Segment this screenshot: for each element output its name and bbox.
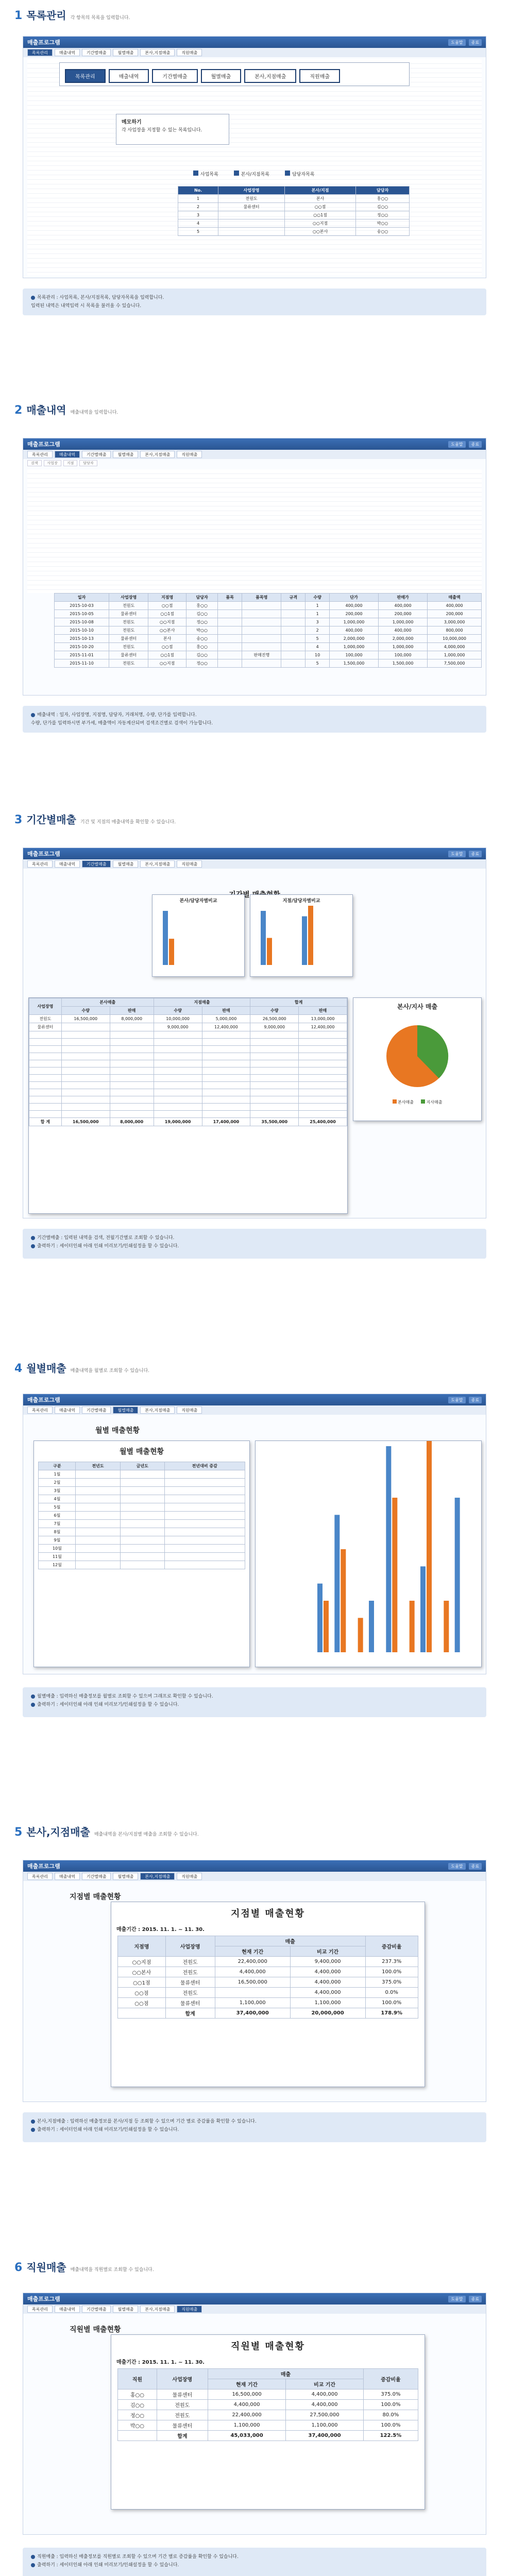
menu-monthly[interactable]: 월별매출 [113,49,138,56]
staff-table: 직원 사업장명 매출 증감비율 현재 기간 비교 기간 홍○○ 물류센터 16,500,000 4,400,000 375.0% 김○○ 전원도 4,400,000 4,400,000 100.0% 정○○ 전원도 22,400,000 27,500,000 80.0% 박○○ 물류센터 1,100,000 1,100,000 100.0% 합계 45,033,000 37,400,000 122.5% [117,2368,418,2441]
section-3-title: 3 기간별매출 기간 및 지점의 매출내역을 확인할 수 있습니다. [14,814,176,826]
chart-bar [163,911,168,965]
table-row: ○○1점 물류센터 16,500,000 4,400,000 375.0% [118,1977,418,1988]
chart-branch: 지점/담당자별비교 [250,894,353,977]
app-titlebar: 매출프로그램 도움말 종료 [23,37,486,48]
table-row: 합 계 16,500,000 8,000,000 19,000,000 17,400,000 35,500,000 25,400,000 [29,1118,347,1126]
table-row: 2015-10-13 물류센터 본사 송○○ 5 2,000,000 2,000,000 10,000,000 [55,635,482,643]
chart-bar [261,911,266,965]
chart-bar [369,1601,374,1652]
table-row: 2015-10-10 전원도 ○○본사 박○○ 2 400,000 400,000 800,000 [55,626,482,635]
help-button[interactable]: 도움말 [448,39,465,46]
table-row: 전원도 16,500,000 8,000,000 10,000,000 5,000,000 26,500,000 13,000,000 [29,1015,347,1023]
monthly-chart [256,1441,481,1663]
screen-monthly: 매출프로그램 도움말 종료 목록관리 매출내역 기간별매출 월별매출 본사,지점매출 직원매출 월별 매출현황 월별 매출현황 구분 전년도 금년도 전년대비 증감 1월 2월 3월 4월 5월 6월 7월 8월 9월 10월 11월 12월 [23,1394,486,1674]
screen-period: 매출프로그램 도움말 종료 목록관리 매출내역 기간별매출 월별매출 본사,지점매출 직원매출 본사/담당자별비교 지점/담당자별비교 본사/지사 매출 본사매출 지사매출 사업장명 본사매출 지점매출 합계 수량 판매 수량 판매 수량 판매 전원도 16,500,000 8,000,000 10,000,000 5,000,000 26,500,000 13,000,000 물류센터 9,000,000 12,400,000 9,000,000 12,400,000 합 계 16,500,000 8,000,000 19,000,000 17,400,000 35,500,000 25,400,000 [23,848,486,1218]
screen-sales: 매출프로그램 도움말 종료 목록관리 매출내역 기간별매출 월별매출 본사,지점매출 직원매출 검색 사업장 지점 담당자 일자 사업장명 지점명 담당자 품목 품목명 규격 수량 단가 판매가 매출액 2015-10-03 전원도 ○○점 홍○○ 1 400,000 400,000 400,000 2015-10-05 물류센터 ○○1점 김○○ 1 200,000 200,000 200,000 2015-10-08 전원도 ○○지점 정○○ 3 1,000,000 1,000,000 3,000,000 2015-10-10 전원도 ○○본사 박○○ 2 400,000 400,000 800,000 2015-10-13 물류센터 본사 송○○ 5 2,000,000 2,000,000 10,000,000 2015-10-20 전원도 ○○점 홍○○ 4 1,000,000 1,000,000 4,000,000 2015-11-01 물류센터 ○○1점 김○○ 판매진행 10 100,000 100,000 1,000,000 2015-11-10 전원도 ○○지점 정○○ 5 1,500,000 1,500,000 7,500,000 [23,438,486,696]
table-row: 6월 [39,1512,245,1520]
table-row: ○○지점 전원도 22,400,000 9,400,000 237.3% [118,1957,418,1967]
chart-bar [392,1498,397,1652]
table-row: 12월 [39,1561,245,1569]
chart-bar [410,1601,415,1652]
table-row: 박○○ 물류센터 1,100,000 1,100,000 100.0% [118,2420,418,2431]
chart-bar [455,1498,460,1652]
list-table: No. 사업장명 본사/지점 담당자 1 전원도 본사 홍○○ 2 물류센터 ○○점 김○○ 3 ○○1점 정○○ 4 ○○지점 박○○ 5 ○○본사 송○○ [178,186,410,236]
table-row: 물류센터 9,000,000 12,400,000 9,000,000 12,400,000 [29,1023,347,1031]
chart-bar [341,1549,346,1652]
table-row: 5 ○○본사 송○○ [178,228,410,236]
branch-table: 지점명 사업장명 매출 증감비율 현재 기간 비교 기간 ○○지점 전원도 22,400,000 9,400,000 237.3% ○○본사 전원도 4,400,000 4,400,000 100.0% ○○1점 물류센터 16,500,000 4,400,000 375.0% ○○점 전원도 4,400,000 0.0% ○○점 물류센터 1,100,000 1,100,000 100.0% 합계 37,400,000 20,000,000 178.9% [117,1936,418,2019]
chart-bar [444,1601,449,1652]
note-5: 본사,지점매출 : 입력하신 매출정보를 본사/지점 등 조회할 수 있으며 기간 별로 증감률을 확인할 수 있습니다. 출력하기 : 세이터인쇄 아래 인쇄 미리보기/인쇄설정을 할 수 있습니다. [23,2112,486,2142]
table-row: 홍○○ 물류센터 16,500,000 4,400,000 375.0% [118,2389,418,2400]
note-4: 월별매출 : 입력하신 매출정보를 월별로 조회할 수 있으며 그래프로 확인할 수 있습니다. 출력하기 : 세이터인쇄 아래 인쇄 미리보기/인쇄설정을 할 수 있습니다. [23,1687,486,1717]
section-4-title: 4 월별매출 매출내역을 월별로 조회할 수 있습니다. [14,1362,150,1375]
chart-branch-svg [250,906,352,973]
close-button[interactable]: 종료 [469,39,482,46]
section-6-title: 6 직원매출 매출내역을 직원별로 조회할 수 있습니다. [14,2261,154,2274]
pie-card: 본사/지사 매출 본사매출 지사매출 [353,997,482,1121]
menu-sales[interactable]: 매출내역 [55,49,80,56]
table-row: 4 ○○지점 박○○ [178,219,410,228]
chart-bar [427,1441,432,1652]
table-row: 3 ○○1점 정○○ [178,211,410,219]
table-row: 4월 [39,1495,245,1503]
table-row: 11월 [39,1553,245,1561]
menu-branch[interactable]: 본사,지점매출 [140,49,175,56]
chart-bar [334,1515,340,1652]
chart-hq: 본사/담당자별비교 [152,894,245,977]
screen-staff: 매출프로그램 도움말 종료 목록관리 매출내역 기간별매출 월별매출 본사,지점매출 직원매출 직원별 매출현황 직원별 매출현황 매출기간 : 2015. 11. 1. ~ 11. 30. 직원 사업장명 매출 증감비율 현재 기간 비교 기간 홍○○ 물류센터 16,500,000 4,400,000 375.0% 김○○ 전원도 4,400,000 4,400,000 100.0% 정○○ 전원도 22,400,000 27,500,000 80.0% 박○○ 물류센터 1,100,000 1,100,000 100.0% 합계 45,033,000 37,400,000 122.5% [23,2293,486,2535]
chart-bar [302,917,307,965]
memo-box: 메모하기 각 사업장을 지정할 수 있는 목록입니다. [116,114,229,145]
table-row: 2015-11-01 물류센터 ○○1점 김○○ 판매진행 10 100,000 100,000 1,000,000 [55,651,482,659]
legend: 사업목록 본사/지점목록 담당자목록 [193,171,314,177]
pie-svg [353,1015,481,1097]
chart-bar [358,1618,363,1652]
table-row: 2 물류센터 ○○점 김○○ [178,203,410,211]
staff-card: 직원별 매출현황 매출기간 : 2015. 11. 1. ~ 11. 30. 직원 사업장명 매출 증감비율 현재 기간 비교 기간 홍○○ 물류센터 16,500,000 4,400,000 375.0% 김○○ 전원도 4,400,000 4,400,000 100.0% 정○○ 전원도 22,400,000 27,500,000 80.0% 박○○ 물류센터 1,100,000 1,100,000 100.0% 합계 45,033,000 37,400,000 122.5% [111,2334,425,2510]
table-row: 9월 [39,1536,245,1545]
table-row: ○○점 물류센터 1,100,000 1,100,000 100.0% [118,1998,418,2008]
table-row: 10월 [39,1545,245,1553]
table-row: 2015-10-03 전원도 ○○점 홍○○ 1 400,000 400,000 400,000 [55,602,482,610]
zoom-tab-list[interactable]: 목록관리 [65,69,106,83]
sales-table: 일자 사업장명 지점명 담당자 품목 품목명 규격 수량 단가 판매가 매출액 2015-10-03 전원도 ○○점 홍○○ 1 400,000 400,000 400,000 2015-10-05 물류센터 ○○1점 김○○ 1 200,000 200,000 200,000 2015-10-08 전원도 ○○지점 정○○ 3 1,000,000 1,000,000 3,000,000 2015-10-10 전원도 ○○본사 박○○ 2 400,000 400,000 800,000 2015-10-13 물류센터 본사 송○○ 5 2,000,000 2,000,000 10,000,000 2015-10-20 전원도 ○○점 홍○○ 4 1,000,000 1,000,000 4,000,000 2015-11-01 물류센터 ○○1점 김○○ 판매진행 10 100,000 100,000 1,000,000 2015-11-10 전원도 ○○지점 정○○ 5 1,500,000 1,500,000 7,500,000 [54,593,482,668]
table-row: 2015-10-20 전원도 ○○점 홍○○ 4 1,000,000 1,000,000 4,000,000 [55,643,482,651]
table-row: 1월 [39,1470,245,1479]
table-row: 5월 [39,1503,245,1512]
chart-bar [169,939,174,965]
chart-bar [420,1566,426,1652]
chart-bar [386,1446,391,1652]
table-row: 합계 45,033,000 37,400,000 122.5% [118,2431,418,2441]
table-row: 2015-10-05 물류센터 ○○1점 김○○ 1 200,000 200,000 200,000 [55,610,482,618]
zoom-tab-monthly[interactable]: 월별매출 [201,69,242,83]
section-1-title: 1 목록관리 각 항목의 목록을 입력합니다. [14,9,130,22]
zoom-tab-staff[interactable]: 직원매출 [299,69,340,83]
section-2-title: 2 매출내역 매출내역을 입력합니다. [14,404,118,417]
table-row: ○○점 전원도 4,400,000 0.0% [118,1988,418,1998]
period-table: 사업장명 본사매출 지점매출 합계 수량 판매 수량 판매 수량 판매 전원도 16,500,000 8,000,000 10,000,000 5,000,000 26,500,000 13,000,000 물류센터 9,000,000 12,400,000 9,000,000 12,400,000 합 계 16,500,000 8,000,000 19,000,000 17,400,000 35,500,000 25,400,000 [29,998,347,1126]
table-row: 합계 37,400,000 20,000,000 178.9% [118,2008,418,2019]
table-row: ○○본사 전원도 4,400,000 4,400,000 100.0% [118,1967,418,1977]
table-row: 정○○ 전원도 22,400,000 27,500,000 80.0% [118,2410,418,2420]
table-row: 2015-11-10 전원도 ○○지점 정○○ 5 1,500,000 1,500,000 7,500,000 [55,659,482,668]
table-row: 2월 [39,1479,245,1487]
section-5-title: 5 본사,지점매출 매출내역을 본사/지점별 매출을 조회할 수 있습니다. [14,1826,199,1839]
menu-list[interactable]: 목록관리 [27,49,53,56]
monthly-chart-card [255,1440,482,1667]
chart-hq-svg [152,906,244,973]
table-row: 7월 [39,1520,245,1528]
menu-period[interactable]: 기간별매출 [82,49,111,56]
note-2: 매출내역 : 일자, 사업장명, 지점명, 담당자, 거래처명, 수량, 단가를 입력합니다. 수량, 단가를 입력하시면 부가세, 매출액이 자동계산되며 검색조건별로 검색이 가능합니다. [23,706,486,733]
table-row: 2015-10-08 전원도 ○○지점 정○○ 3 1,000,000 1,000,000 3,000,000 [55,618,482,626]
monthly-table: 구분 전년도 금년도 전년대비 증감 1월 2월 3월 4월 5월 6월 7월 8월 9월 10월 11월 12월 [38,1462,245,1569]
zoom-tab-period[interactable]: 기간별매출 [152,69,197,83]
chart-bar [317,1584,323,1652]
screen-list [23,36,486,278]
table-row: 8월 [39,1528,245,1536]
chart-bar [308,906,313,965]
menu-zoom [59,62,410,86]
menu-bar [23,48,486,57]
table-row: 3월 [39,1487,245,1495]
monthly-table-card: 월별 매출현황 구분 전년도 금년도 전년대비 증감 1월 2월 3월 4월 5월 6월 7월 8월 9월 10월 11월 12월 [33,1440,250,1667]
zoom-tab-branch[interactable]: 본사,지점매출 [244,69,296,83]
note-1: 목록관리 : 사업목록, 본사/지점목록, 담당자목록을 입력합니다. 입력된 내역은 내역입력 시 목록을 불러올 수 있습니다. [23,289,486,315]
note-3: 기간별매출 : 입력된 내역을 검색, 전월기간별로 조회할 수 있습니다. 출력하기 : 세이터인쇄 아래 인쇄 미리보기/인쇄설정을 할 수 있습니다. [23,1229,486,1259]
menu-staff[interactable]: 직원매출 [177,49,202,56]
chart-bar [267,938,272,965]
note-6: 직원매출 : 입력하신 매출정보를 직원별로 조회할 수 있으며 기간 별로 증감률을 확인할 수 있습니다. 출력하기 : 세이터인쇄 아래 인쇄 미리보기/인쇄설정을 할 수 있습니다. [23,2548,486,2576]
branch-card: 지점별 매출현황 매출기간 : 2015. 11. 1. ~ 11. 30. 지점명 사업장명 매출 증감비율 현재 기간 비교 기간 ○○지점 전원도 22,400,000 9,400,000 237.3% ○○본사 전원도 4,400,000 4,400,000 100.0% ○○1점 물류센터 16,500,000 4,400,000 375.0% ○○점 전원도 4,400,000 0.0% ○○점 물류센터 1,100,000 1,100,000 100.0% 합계 37,400,000 20,000,000 178.9% [111,1902,425,2087]
table-row: 1 전원도 본사 홍○○ [178,195,410,203]
screen-branch: 매출프로그램 도움말 종료 목록관리 매출내역 기간별매출 월별매출 본사,지점매출 직원매출 지점별 매출현황 지점별 매출현황 매출기간 : 2015. 11. 1. ~ 11. 30. 지점명 사업장명 매출 증감비율 현재 기간 비교 기간 ○○지점 전원도 22,400,000 9,400,000 237.3% ○○본사 전원도 4,400,000 4,400,000 100.0% ○○1점 물류센터 16,500,000 4,400,000 375.0% ○○점 전원도 4,400,000 0.0% ○○점 물류센터 1,100,000 1,100,000 100.0% 합계 37,400,000 20,000,000 178.9% [23,1860,486,2102]
period-table-card [28,997,348,1214]
chart-bar [324,1601,329,1652]
table-row: 김○○ 전원도 4,400,000 4,400,000 100.0% [118,2400,418,2410]
zoom-tab-sales[interactable]: 매출내역 [109,69,149,83]
